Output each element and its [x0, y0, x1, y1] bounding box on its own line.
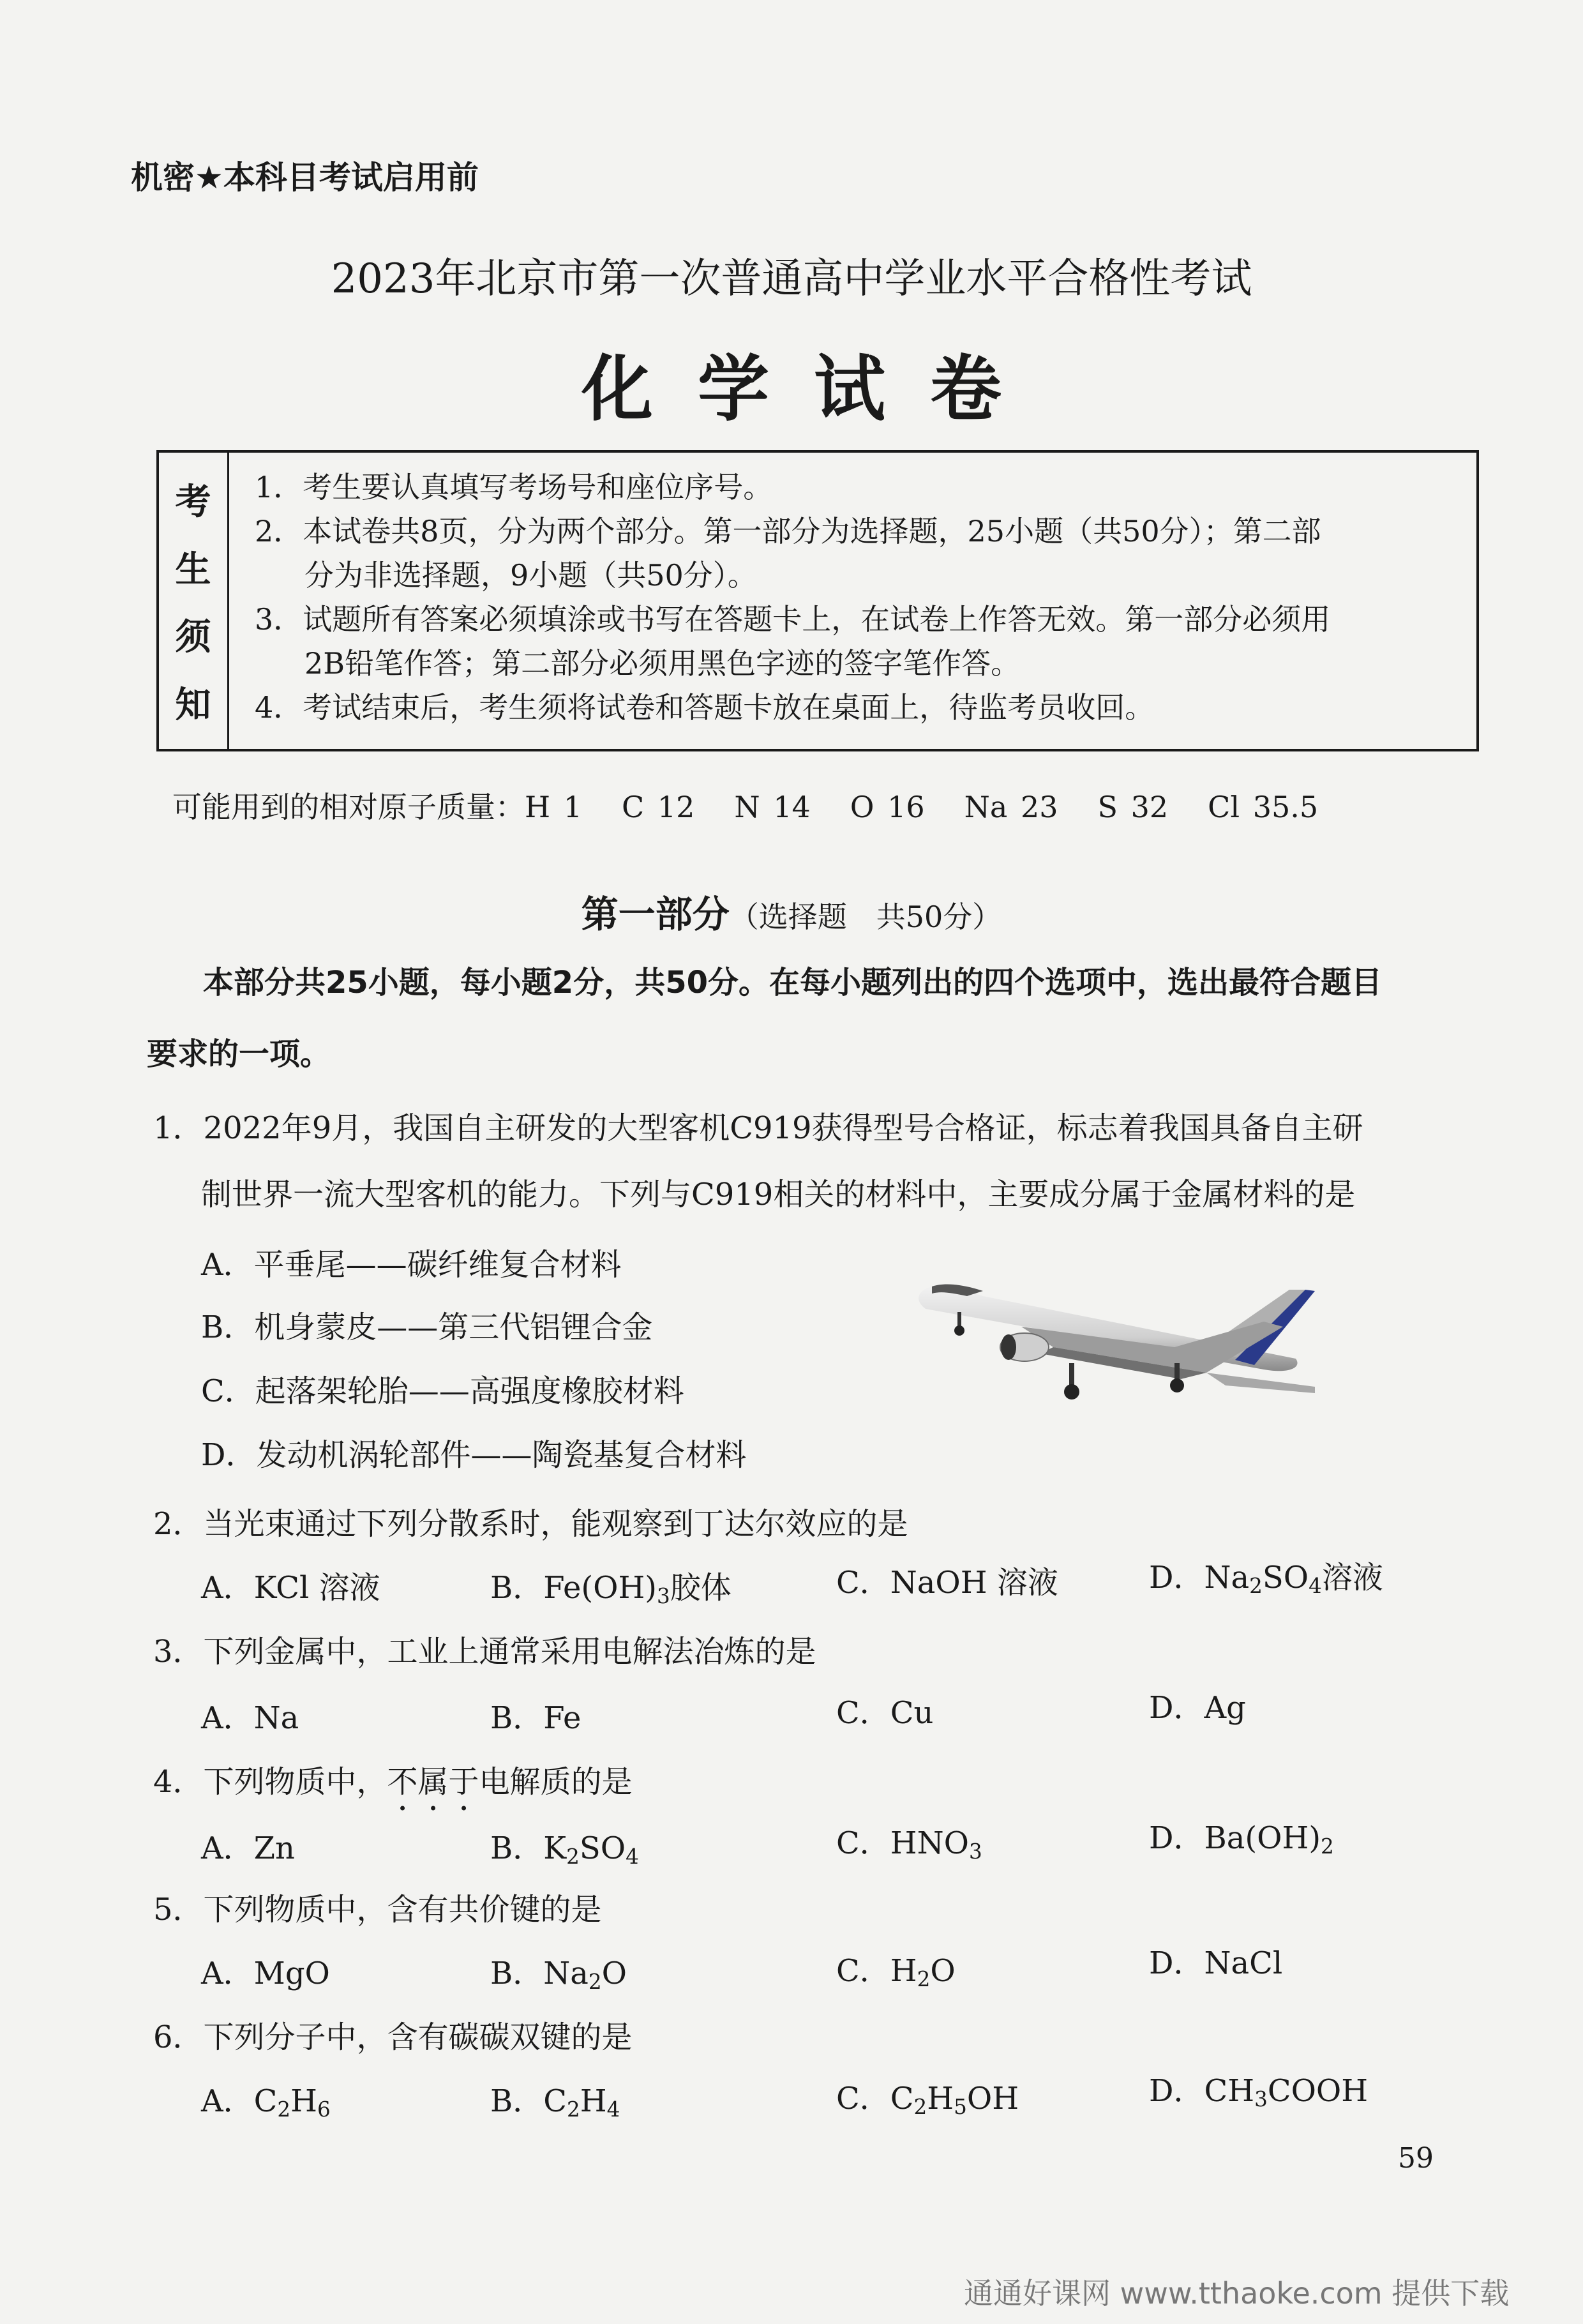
option-text: C．C	[836, 2081, 914, 2116]
atomic-mass-value: H 1	[525, 790, 583, 824]
question-1-option-a: A．平垂尾——碳纤维复合材料	[201, 1247, 622, 1283]
question-3-option-c: C．Cu	[836, 1695, 934, 1731]
atomic-mass-value: O 16	[850, 790, 925, 824]
part-title	[0, 884, 1583, 938]
part-subheading: （选择题 共50分）	[729, 900, 1002, 934]
option-text: 胶体	[670, 1570, 731, 1606]
option-text: A．C	[201, 2083, 278, 2119]
question-1-option-d: D．发动机涡轮部件——陶瓷基复合材料	[201, 1437, 747, 1473]
question-1-stem: 制世界一流大型客机的能力。下列与C919相关的材料中，主要成分属于金属材料的是	[201, 1177, 1356, 1212]
subscript: 2	[277, 2097, 291, 2122]
subject-title: 化学试卷	[581, 347, 1046, 431]
option-text: SO	[579, 1830, 626, 1866]
option-text: H	[290, 2083, 318, 2119]
notice-item: 2．本试卷共8页，分为两个部分。第一部分为选择题，25小题（共50分）；第二部	[255, 514, 1321, 548]
question-2-option-a: A．KCl 溶液	[201, 1570, 380, 1606]
question-6-option-b	[490, 2076, 620, 2122]
question-2-stem: 2．当光束通过下列分散系时，能观察到丁达尔效应的是	[153, 1506, 908, 1542]
question-5-option-b	[490, 1949, 627, 1994]
question-5-stem: 5．下列物质中，含有共价键的是	[153, 1892, 602, 1928]
atomic-mass-value: Cl 35.5	[1208, 790, 1319, 824]
option-text: D．CH	[1149, 2073, 1255, 2109]
question-6-option-d	[1149, 2066, 1368, 2111]
notice-label	[159, 453, 229, 749]
question-2-option-c: C．NaOH 溶液	[836, 1565, 1058, 1601]
option-text: O	[601, 1956, 627, 1991]
subscript: 6	[317, 2097, 331, 2122]
stem-text: 4．下列物质中，	[153, 1764, 387, 1800]
emphasized-text: 不属于	[387, 1764, 479, 1800]
subscript: 4	[1309, 1574, 1322, 1599]
option-text: H	[580, 2083, 607, 2119]
question-1-option-c: C．起落架轮胎——高强度橡胶材料	[201, 1373, 684, 1409]
notice-label-char: 考	[175, 481, 211, 523]
notice-label-char: 知	[175, 684, 211, 726]
subscript: 2	[588, 1970, 602, 1995]
question-5-option-c	[836, 1946, 956, 1991]
question-3-stem: 3．下列金属中，工业上通常采用电解法冶炼的是	[153, 1634, 816, 1670]
question-4-option-c	[836, 1818, 982, 1864]
subscript: 2	[1321, 1834, 1334, 1859]
option-text: H	[927, 2081, 954, 2116]
exam-title: 2023年北京市第一次普通高中学业水平合格性考试	[331, 255, 1252, 303]
page-number: 59	[1398, 2142, 1434, 2175]
question-5-option-a: A．MgO	[201, 1956, 330, 1991]
question-2-option-d	[1149, 1553, 1383, 1598]
question-1-option-b: B．机身蒙皮——第三代铝锂合金	[201, 1309, 653, 1345]
notice-box	[156, 450, 1479, 751]
notice-items	[255, 465, 1464, 730]
question-6-option-c	[836, 2074, 1019, 2119]
part-instructions: 要求的一项。	[147, 1036, 331, 1072]
stem-text: 电解质的是	[479, 1764, 633, 1800]
option-text: C．H	[836, 1953, 917, 1989]
notice-item: 4．考试结束后，考生须将试卷和答题卡放在桌面上，待监考员收回。	[255, 690, 1155, 725]
notice-item: 3．试题所有答案必须填涂或书写在答题卡上，在试卷上作答无效。第一部分必须用	[255, 602, 1331, 637]
option-text: B．Fe(OH)	[490, 1570, 657, 1606]
subscript: 2	[567, 2097, 580, 2122]
atomic-mass-value: S 32	[1097, 790, 1169, 824]
atomic-mass-value: C 12	[622, 790, 695, 824]
option-text: B．C	[490, 2083, 567, 2119]
subscript: 3	[1254, 2087, 1268, 2112]
notice-item: 2B铅笔作答；第二部分必须用黑色字迹的签字笔作答。	[304, 646, 1021, 681]
subscript: 3	[968, 1839, 982, 1864]
option-text: D．Na	[1149, 1560, 1250, 1596]
atomic-mass-value: Na 23	[964, 790, 1058, 824]
download-footer: 通通好课网 www.tthaoke.com 提供下载	[964, 2276, 1510, 2311]
question-2-option-b	[490, 1563, 731, 1608]
question-5-option-d: D．NaCl	[1149, 1945, 1283, 1981]
question-4-stem	[153, 1757, 633, 1818]
option-text: COOH	[1267, 2073, 1369, 2109]
subscript: 3	[657, 1584, 670, 1609]
notice-label-char: 须	[175, 617, 211, 658]
question-6-stem: 6．下列分子中，含有碳碳双键的是	[153, 2019, 633, 2055]
option-text: C．HNO	[836, 1825, 969, 1861]
subscript: 2	[917, 1967, 931, 1992]
option-text: D．Ba(OH)	[1149, 1820, 1321, 1856]
option-text: O	[930, 1953, 956, 1989]
question-4-option-b	[490, 1823, 639, 1869]
subscript: 4	[606, 2097, 620, 2122]
atomic-mass-label: 可能用到的相对原子质量：	[172, 790, 525, 824]
subscript: 4	[626, 1845, 639, 1869]
confidential-label: 机密★本科目考试启用前	[131, 159, 479, 196]
c919-airplane-image	[906, 1251, 1328, 1417]
notice-label-char: 生	[175, 549, 211, 591]
question-4-option-a: A．Zn	[201, 1830, 295, 1866]
part-heading: 第一部分	[581, 893, 730, 936]
subscript: 2	[1249, 1574, 1263, 1599]
option-text: SO	[1262, 1560, 1309, 1596]
atomic-mass-value: N 14	[734, 790, 811, 824]
option-text: OH	[966, 2081, 1019, 2116]
part-instructions: 本部分共25小题，每小题2分，共50分。在每小题列出的四个选项中，选出最符合题目	[203, 965, 1382, 1000]
question-3-option-a: A．Na	[201, 1700, 299, 1736]
question-4-option-d	[1149, 1813, 1334, 1859]
option-text: B．K	[490, 1830, 567, 1866]
option-text: B．Na	[490, 1956, 589, 1991]
option-text: 溶液	[1321, 1560, 1383, 1596]
atomic-mass-line	[172, 784, 1318, 826]
question-3-option-b: B．Fe	[490, 1700, 581, 1736]
question-3-option-d: D．Ag	[1149, 1690, 1246, 1726]
question-6-option-a	[201, 2076, 331, 2122]
notice-item: 1．考生要认真填写考场号和座位序号。	[255, 470, 773, 504]
subscript: 5	[954, 2095, 967, 2120]
notice-item: 分为非选择题，9小题（共50分）。	[304, 558, 757, 592]
question-1-stem: 1．2022年9月，我国自主研发的大型客机C919获得型号合格证，标志着我国具备自主研	[153, 1110, 1363, 1146]
subscript: 2	[566, 1845, 580, 1869]
subscript: 2	[913, 2095, 927, 2120]
